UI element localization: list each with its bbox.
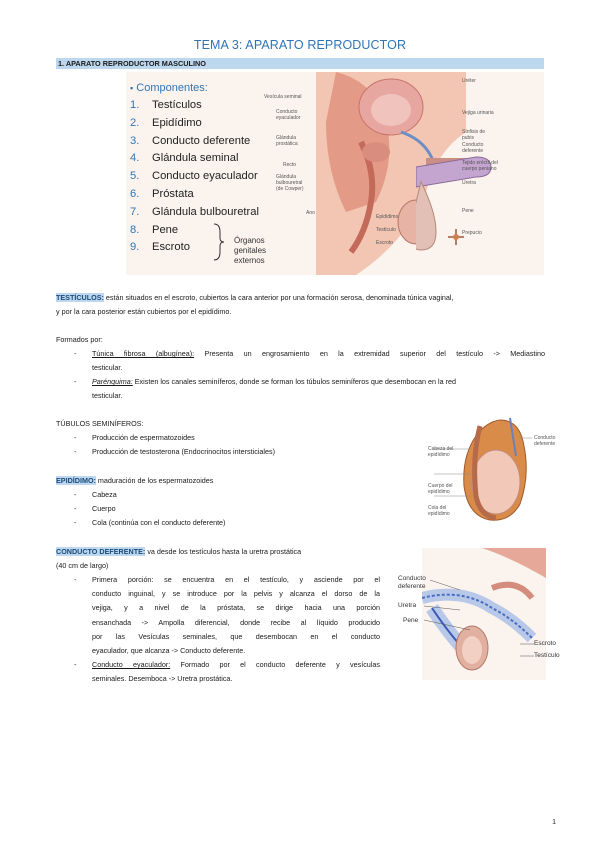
label-vesicula-seminal: Vesícula seminal <box>264 94 302 100</box>
list-item: 2. Epidídimo <box>130 116 202 129</box>
label-vejiga-urinaria: Vejiga urinaria <box>462 110 494 116</box>
deferente-length: (40 cm de largo) <box>56 561 109 570</box>
label-ano: Ano <box>306 210 315 216</box>
fig3-leader-lines <box>420 570 550 660</box>
primera-porcion: - Primera porción: se encuentra en el testículo, y asciende por el conducto inguinal, y se introduce por la pelvis y alcanza el dorso de la vejiga, y a nivel de la próstata, se dirige hacia una porción ensanchada -> Ampolla diferencial, donde recibe al líquido producido por las Vesículas seminales, que desembocan en el conducto eyaculador, que alcanza -> Conducto deferente. <box>74 575 380 656</box>
list-item: 9. Escroto <box>130 241 190 254</box>
label-fig3-uretra: Uretra <box>398 602 417 609</box>
label-epididimo: Epidídimo <box>376 214 399 220</box>
section-heading: 1. APARATO REPRODUCTOR MASCULINO <box>56 58 544 69</box>
page-title: TEMA 3: APARATO REPRODUCTOR <box>193 38 407 52</box>
deferente-label: CONDUCTO DEFERENTE: <box>56 547 146 556</box>
list-item: 1. Testículos <box>130 99 202 111</box>
conducto-eyaculador-item: - Conducto eyaculador: Formado por el conducto deferente y vesículas seminales. Desemboca -> Uretra prostática. <box>74 660 380 684</box>
label-testiculo: Testículo <box>376 227 396 233</box>
formados-item-parenquima: - Parénquima: Existen los canales seminíferos, donde se forman los túbulos seminíferos que desembocan en la red testicular. <box>74 377 456 401</box>
label-fig3-pene: Pene <box>403 617 419 624</box>
formados-intro: Formados por: <box>56 335 103 344</box>
label-recto: Recto <box>283 162 297 168</box>
epididimo-item: - Cabeza <box>74 490 117 499</box>
label-sinfisis-pubis: Sínfisis de pubis <box>462 129 486 141</box>
tubulos-item: - Producción de espermatozoides <box>74 433 195 442</box>
label-cola-epididimo: Cola del epidídimo <box>428 505 450 517</box>
testiculos-label: TESTÍCULOS: <box>56 293 104 302</box>
tubulos-title: TÚBULOS SEMINÍFEROS: <box>56 419 144 428</box>
formados-item-tunica: - Túnica fibrosa (albugínea): Presenta un engrosamiento en la extremidad superior del testículo -> Mediastino testicular. <box>74 349 545 373</box>
list-item: 4. Glándula seminal <box>130 152 239 165</box>
label-conducto-eyaculador: Conducto eyaculador <box>276 109 301 121</box>
label-glandula-bulbouretral: Glándula bulbouretral (de Cowper) <box>276 174 304 192</box>
list-item: 7. Glándula bulbouretral <box>130 205 259 218</box>
label-cabeza-epididimo: Cabeza del epidídimo <box>428 446 454 458</box>
label-pene: Pene <box>462 208 474 214</box>
list-item: 3. Conducto deferente <box>130 134 251 147</box>
label-ureter: Uréter <box>462 78 476 84</box>
list-item: 8. Pene <box>130 223 179 236</box>
epididimo-item: - Cuerpo <box>74 504 116 513</box>
list-item: 6. Próstata <box>130 187 194 200</box>
label-cuerpo-epididimo: Cuerpo del epidídimo <box>428 483 453 495</box>
tubulos-item: - Producción de testosterona (Endocrinocitos intersticiales) <box>74 447 275 456</box>
epididimo-item: - Cola (continúa con el conducto deferente) <box>74 518 226 527</box>
list-item: 5. Conducto eyaculador <box>130 170 258 183</box>
brace-icon <box>212 222 226 262</box>
epididimo-paragraph: EPIDÍDIMO: maduración de los espermatozoides <box>56 476 214 485</box>
external-organs-label: Órganos genitales externos <box>234 236 267 265</box>
label-fig3-conducto-deferente: Conducto deferente <box>398 575 426 590</box>
components-figure <box>126 72 544 275</box>
components-title: ▪ Componentes: <box>130 82 208 94</box>
deferente-paragraph: CONDUCTO DEFERENTE: va desde los testículos hasta la uretra prostática <box>56 547 302 556</box>
label-fig3-testiculo: Testículo <box>534 652 560 659</box>
page-number: 1 <box>552 817 557 826</box>
label-uretra: Uretra <box>462 180 476 186</box>
label-tejido-erectil: Tejido eréctil del cuerpo peniano <box>462 160 498 172</box>
label-conducto-deferente: Conducto deferente <box>462 142 484 154</box>
epididimo-label: EPIDÍDIMO: <box>56 476 96 485</box>
label-fig3-escroto: Escroto <box>534 640 557 647</box>
label-glandula-prostatica: Glándula prostática <box>276 135 298 147</box>
testiculos-paragraph: TESTÍCULOS: están situados en el escroto, cubiertos la cara anterior por una formación serosa, denominada túnica vaginal, y por la cara posterior están cubiertos por el epidídimo. <box>56 293 454 317</box>
label-escroto: Escroto <box>376 240 393 246</box>
label-conducto-deferente-fig2: Conducto deferente <box>534 435 556 447</box>
label-prepucio: Prepucio <box>462 230 482 236</box>
